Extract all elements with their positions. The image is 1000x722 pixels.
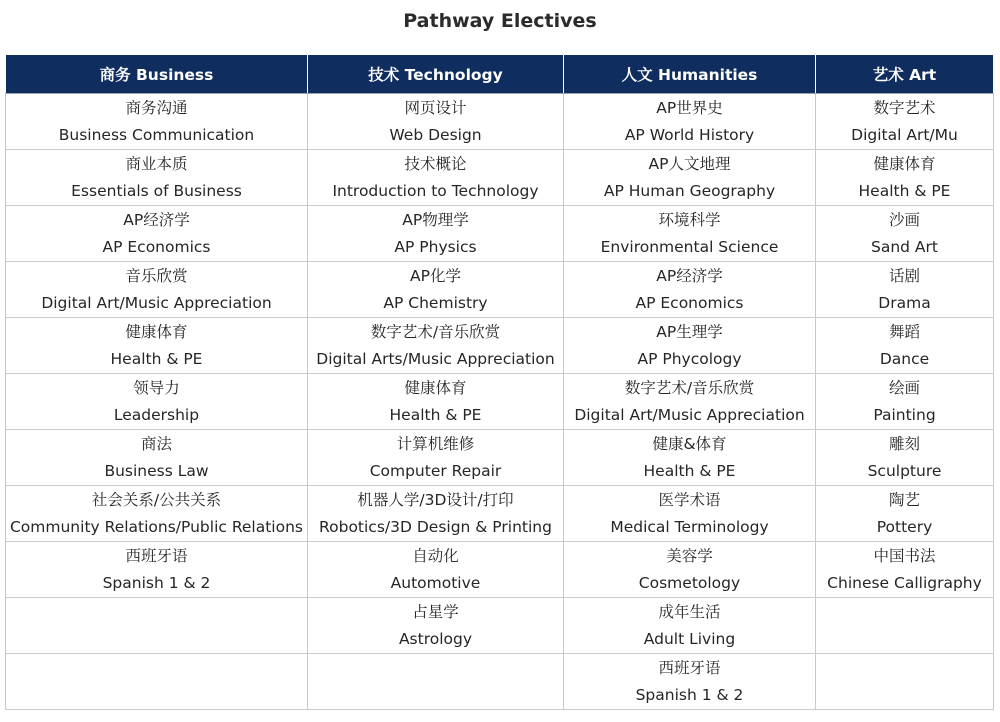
cell-business	[6, 598, 308, 654]
course-name-zh: 数字艺术/音乐欣赏	[624, 378, 755, 397]
cell-business	[6, 206, 308, 262]
course-name-zh: 音乐欣赏	[125, 266, 188, 285]
course-name-zh: 健康&体育	[652, 434, 727, 453]
course-name-zh: 舞蹈	[888, 322, 920, 341]
course-name-en: Chinese Calligraphy	[827, 573, 982, 592]
cell-business	[6, 94, 308, 150]
course-name-zh: AP物理学	[402, 210, 469, 229]
table-row	[6, 486, 994, 542]
course-name-en: Sculpture	[867, 461, 942, 480]
course-name-zh: AP人文地理	[648, 154, 731, 173]
course-name-zh: 健康体育	[873, 154, 936, 173]
course-name-en: Spanish 1 & 2	[635, 685, 744, 704]
cell-art	[816, 374, 994, 430]
table-row	[6, 150, 994, 206]
course-name-zh: 机器人学/3D设计/打印	[357, 490, 514, 509]
course-name-zh: 商业本质	[125, 154, 188, 173]
cell-art	[816, 430, 994, 486]
course-name-en: Introduction to Technology	[332, 181, 539, 200]
table-row	[6, 94, 994, 150]
course-name-zh: 社会关系/公共关系	[91, 490, 222, 509]
course-name-zh: 西班牙语	[125, 546, 188, 565]
course-name-en: Pottery	[876, 517, 933, 536]
cell-humanities	[564, 262, 816, 318]
cell-technology	[308, 486, 564, 542]
cell-technology	[308, 94, 564, 150]
course-name-en: Business Communication	[58, 125, 255, 144]
cell-technology	[308, 430, 564, 486]
course-name-en: Sand Art	[871, 237, 938, 256]
cell-business	[6, 486, 308, 542]
course-name-zh: AP化学	[410, 266, 461, 285]
table-row	[6, 430, 994, 486]
course-name-zh: 占星学	[412, 602, 459, 621]
column-header-art: 艺术 Art	[816, 55, 994, 94]
course-name-en: Digital Art/Mu	[851, 125, 958, 144]
cell-humanities	[564, 374, 816, 430]
course-name-zh: 数字艺术	[873, 98, 936, 117]
course-name-en: AP Economics	[635, 293, 744, 312]
table-row	[6, 374, 994, 430]
cell-business	[6, 150, 308, 206]
cell-humanities	[564, 206, 816, 262]
cell-technology	[308, 654, 564, 710]
table-row	[6, 542, 994, 598]
course-name-en: Digital Art/Music Appreciation	[41, 293, 272, 312]
table-body	[6, 94, 994, 710]
course-name-zh: 商法	[140, 434, 172, 453]
course-name-en: Medical Terminology	[610, 517, 769, 536]
electives-table	[5, 54, 994, 710]
course-name-zh: 陶艺	[888, 490, 920, 509]
cell-technology	[308, 318, 564, 374]
course-name-en: AP Economics	[102, 237, 211, 256]
course-name-en: Health & PE	[110, 349, 203, 368]
course-name-en: AP Human Geography	[603, 181, 776, 200]
cell-technology	[308, 206, 564, 262]
course-name-en: Health & PE	[389, 405, 482, 424]
cell-business	[6, 430, 308, 486]
course-name-zh: 计算机维修	[396, 434, 475, 453]
table-row	[6, 598, 994, 654]
course-name-zh: 美容学	[666, 546, 713, 565]
cell-humanities	[564, 430, 816, 486]
course-name-en: AP Physics	[394, 237, 477, 256]
cell-art	[816, 206, 994, 262]
cell-business	[6, 654, 308, 710]
course-name-en: Automotive	[390, 573, 481, 592]
course-name-en: Painting	[873, 405, 936, 424]
cell-technology	[308, 598, 564, 654]
course-name-zh: 网页设计	[404, 98, 467, 117]
cell-business	[6, 374, 308, 430]
course-name-en: Health & PE	[858, 181, 951, 200]
course-name-en: Essentials of Business	[71, 181, 242, 200]
cell-art	[816, 318, 994, 374]
course-name-en: Business Law	[104, 461, 209, 480]
course-name-zh: 话剧	[888, 266, 920, 285]
course-name-en: Adult Living	[643, 629, 736, 648]
course-name-en: Environmental Science	[600, 237, 779, 256]
course-name-zh: AP生理学	[656, 322, 723, 341]
cell-business	[6, 262, 308, 318]
cell-technology	[308, 374, 564, 430]
cell-humanities	[564, 598, 816, 654]
cell-technology	[308, 150, 564, 206]
course-name-en: Computer Repair	[369, 461, 502, 480]
page-title: Pathway Electives	[403, 10, 597, 32]
course-name-en: Spanish 1 & 2	[102, 573, 211, 592]
course-name-zh: AP世界史	[656, 98, 723, 117]
course-name-zh: 健康体育	[404, 378, 467, 397]
course-name-zh: 环境科学	[658, 210, 721, 229]
cell-business	[6, 318, 308, 374]
course-name-zh: 成年生活	[658, 602, 721, 621]
table-row	[6, 654, 994, 710]
cell-art	[816, 94, 994, 150]
course-name-zh: 技术概论	[404, 154, 467, 173]
cell-humanities	[564, 486, 816, 542]
column-header-humanities: 人文 Humanities	[564, 55, 816, 94]
course-name-zh: 医学术语	[658, 490, 721, 509]
course-name-en: Robotics/3D Design & Printing	[319, 517, 552, 536]
course-name-zh: 数字艺术/音乐欣赏	[370, 322, 501, 341]
course-name-en: Astrology	[398, 629, 473, 648]
cell-art	[816, 486, 994, 542]
course-name-en: Digital Art/Music Appreciation	[574, 405, 805, 424]
cell-art	[816, 654, 994, 710]
table-row	[6, 206, 994, 262]
course-name-zh: 中国书法	[873, 546, 936, 565]
course-name-en: Digital Arts/Music Appreciation	[316, 349, 555, 368]
cell-technology	[308, 262, 564, 318]
cell-business	[6, 542, 308, 598]
course-name-zh: 领导力	[133, 378, 180, 397]
course-name-zh: AP经济学	[123, 210, 190, 229]
cell-humanities	[564, 654, 816, 710]
course-name-zh: 健康体育	[125, 322, 188, 341]
course-name-zh: 沙画	[888, 210, 920, 229]
course-name-zh: 自动化	[412, 546, 459, 565]
table-row	[6, 262, 994, 318]
course-name-en: AP Phycology	[637, 349, 742, 368]
cell-humanities	[564, 542, 816, 598]
cell-humanities	[564, 150, 816, 206]
course-name-en: Leadership	[113, 405, 200, 424]
course-name-en: Web Design	[389, 125, 482, 144]
course-name-en: Health & PE	[643, 461, 736, 480]
course-name-zh: AP经济学	[656, 266, 723, 285]
cell-art	[816, 598, 994, 654]
header-row	[6, 55, 994, 94]
column-header-business: 商务 Business	[6, 55, 308, 94]
course-name-zh: 商务沟通	[125, 98, 188, 117]
course-name-en: Cosmetology	[638, 573, 741, 592]
cell-humanities	[564, 94, 816, 150]
course-name-zh: 西班牙语	[658, 658, 721, 677]
course-name-en: Community Relations/Public Relations	[9, 517, 304, 536]
cell-art	[816, 150, 994, 206]
course-name-en: AP Chemistry	[383, 293, 488, 312]
column-header-technology: 技术 Technology	[308, 55, 564, 94]
course-name-zh: 绘画	[888, 378, 920, 397]
cell-technology	[308, 542, 564, 598]
course-name-en: AP World History	[624, 125, 755, 144]
course-name-en: Dance	[879, 349, 930, 368]
table-row	[6, 318, 994, 374]
course-name-en: Drama	[878, 293, 931, 312]
course-name-zh: 雕刻	[888, 434, 920, 453]
cell-humanities	[564, 318, 816, 374]
cell-art	[816, 262, 994, 318]
cell-art	[816, 542, 994, 598]
